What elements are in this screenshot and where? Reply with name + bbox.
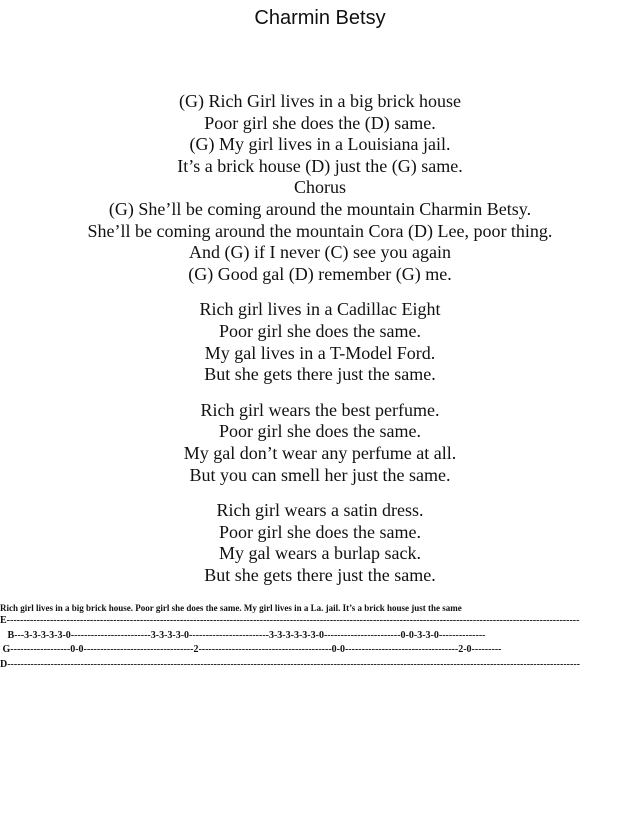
tab-string-g: G------------------0-0---------------------------------2----------------------------------------0-0----------------------------------2-0--------- [0, 644, 502, 655]
tab-string-b: B---3-3-3-3-3-0------------------------3-3-3-3-0------------------------3-3-3-3-3-3-0-----------------------0-0-3-3-0-------------- [0, 629, 486, 641]
lyric-line: But she gets there just the same. [204, 564, 436, 585]
lyric-line: My gal wears a burlap sack. [219, 543, 421, 564]
tab-string-d: D---------------------------------------------------------------------------------------------------------------------------------------------------------------------------- [0, 658, 580, 670]
lyric-line: Poor girl she does the (D) same. [204, 112, 436, 133]
lyric-line: But she gets there just the same. [204, 364, 436, 385]
tablature [0, 614, 640, 672]
stanza-2 [0, 299, 640, 385]
lyric-line: My gal don’t wear any perfume at all. [183, 442, 457, 463]
lyric-line: Poor girl she does the same. [219, 320, 421, 341]
lyric-line: She’ll be coming around the mountain Cora (D) Lee, poor thing. [87, 220, 553, 241]
lyric-line: (G) My girl lives in a Louisiana jail. [189, 134, 451, 155]
lyric-line: Rich girl wears a satin dress. [216, 500, 424, 521]
lyric-line: My gal lives in a T-Model Ford. [204, 342, 436, 363]
lyric-line: Rich girl wears the best perfume. [200, 399, 440, 420]
lyric-line: (G) Rich Girl lives in a big brick house [179, 91, 461, 111]
song-title: Charmin Betsy [254, 7, 386, 29]
stanza-3 [0, 400, 640, 486]
chorus-heading: Chorus [293, 177, 346, 198]
lyric-line: But you can smell her just the same. [189, 464, 451, 485]
tab-string-e: E---------------------------------------------------------------------------------------------------------------------------------------------------------------------------- [0, 615, 580, 626]
lyric-line: Poor girl she does the same. [219, 421, 421, 442]
lyric-line: Rich girl lives in a Cadillac Eight [199, 299, 441, 320]
lyric-line: (G) She’ll be coming around the mountain Charmin Betsy. [108, 198, 532, 219]
lyric-line: It’s a brick house (D) just the (G) same. [177, 155, 463, 176]
tablature-caption: Rich girl lives in a big brick house. Poor girl she does the same. My girl lives in a La. jail. It’s a brick house just the same [0, 603, 462, 613]
lyric-line: And (G) if I never (C) see you again [189, 242, 451, 263]
stanza-4 [0, 500, 640, 586]
lyric-line: Poor girl she does the same. [219, 521, 421, 542]
lyric-line: (G) Good gal (D) remember (G) me. [188, 263, 452, 284]
lyrics [0, 91, 640, 600]
stanza-1 [0, 91, 640, 285]
